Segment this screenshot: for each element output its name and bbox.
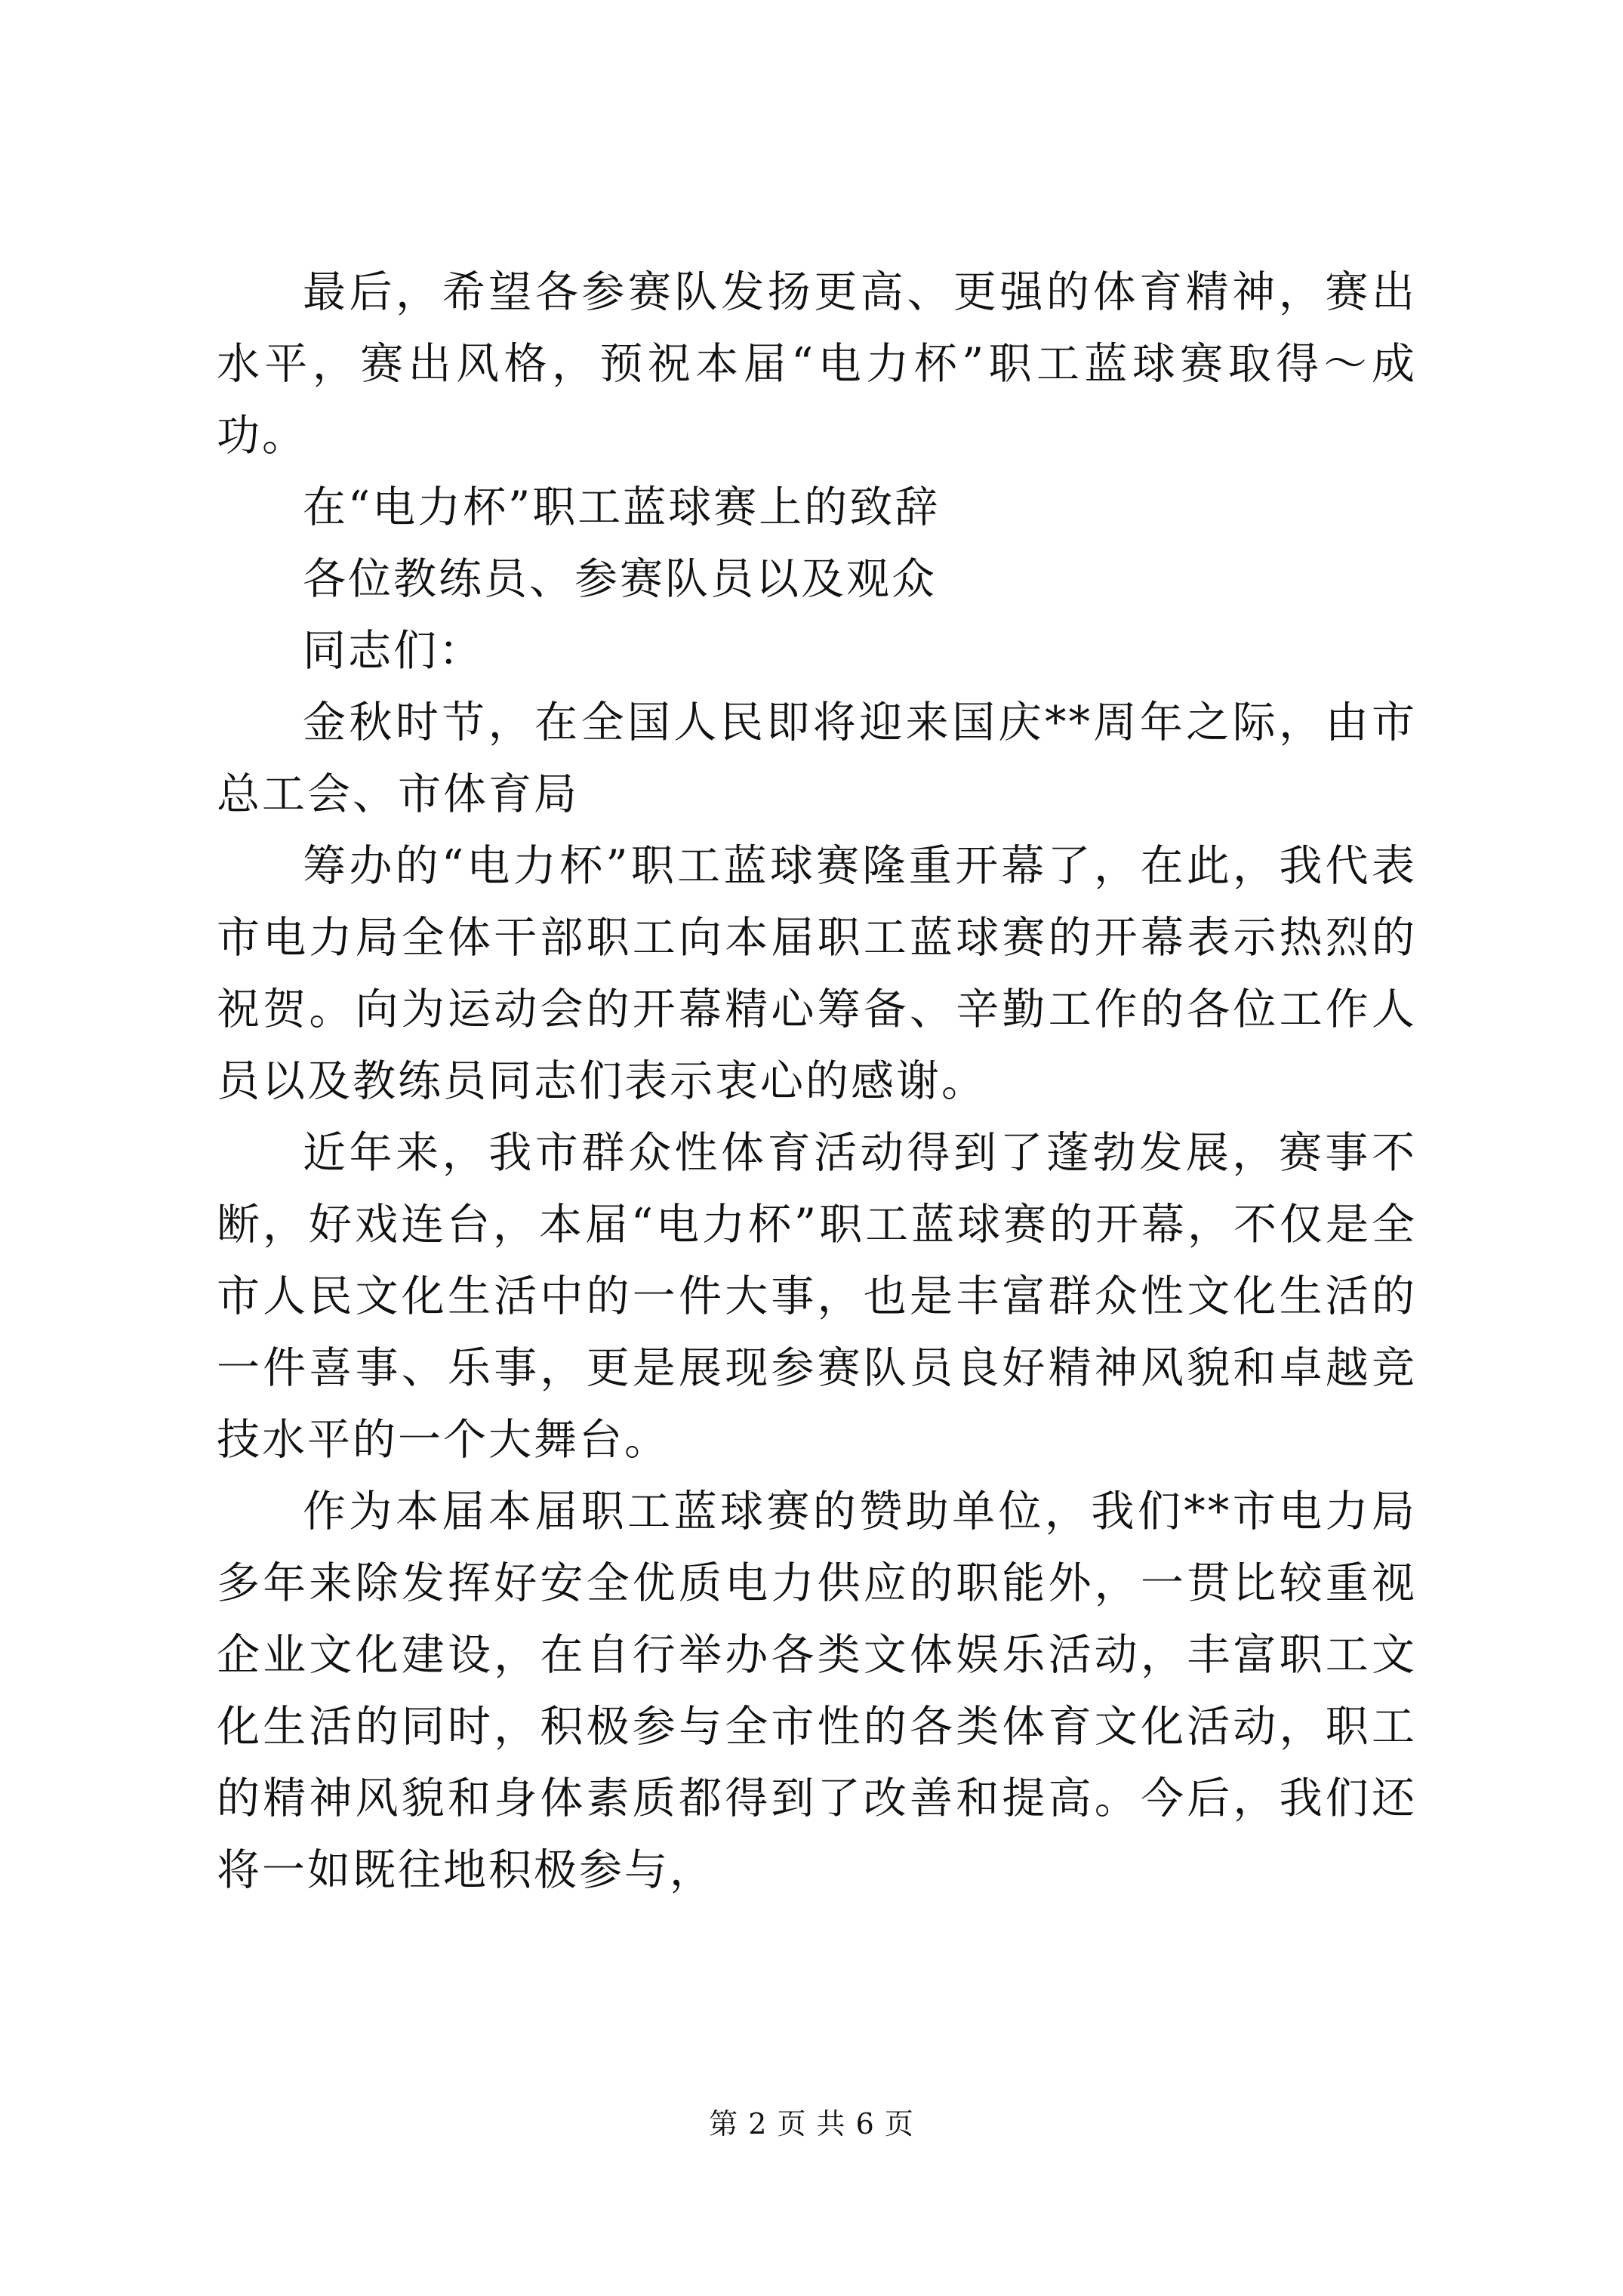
salutation-comrades: 同志们： [303, 626, 484, 676]
page-number: 第 2 页 共 6 页 [709, 2107, 914, 2140]
paragraph-development: 近年来，我市群众性体育活动得到了蓬勃发展，赛事不断，好戏连台，本届“电力杯”职工蓝球赛的开幕，不仅是全市人民文化生活中的一件大事，也是丰富群众性文化生活的一件喜事、乐事，更是展现参赛队员良好精神风貌和卓越竞技水平的一个大舞台。 [217, 1128, 1417, 1465]
paragraph-sponsor: 作为本届本届职工蓝球赛的赞助单位，我们**市电力局多年来除发挥好安全优质电力供应的职能外，一贯比较重视企业文化建设，在自行举办各类文体娱乐活动，丰富职工文化生活的同时，积极参与全市性的各类体育文化活动，职工的精神风貌和身体素质都得到了改善和提高。今后，我们还将一如既往地积极参与， [217, 1487, 1417, 1895]
page-footer [0, 2105, 1623, 2143]
paragraph-closing-wish: 最后，希望各参赛队发扬更高、更强的体育精神，赛出水平，赛出风格，预祝本届“电力杯”职工蓝球赛取得～成功。 [217, 267, 1417, 461]
paragraph-opening: 金秋时节，在全国人民即将迎来国庆**周年之际，由市总工会、市体育局 [217, 698, 1417, 819]
paragraph-congratulations: 筹办的“电力杯”职工蓝球赛隆重开幕了，在此，我代表市电力局全体干部职工向本届职工蓝球赛的开幕表示热烈的祝贺。向为运动会的开幕精心筹备、辛勤工作的各位工作人员以及教练员同志们表示衷心的感谢。 [217, 841, 1417, 1106]
salutation-audience: 各位教练员、参赛队员以及观众 [303, 554, 937, 604]
speech-title: 在“电力杯”职工蓝球赛上的致辞 [303, 482, 941, 532]
body-text [217, 257, 1417, 1906]
